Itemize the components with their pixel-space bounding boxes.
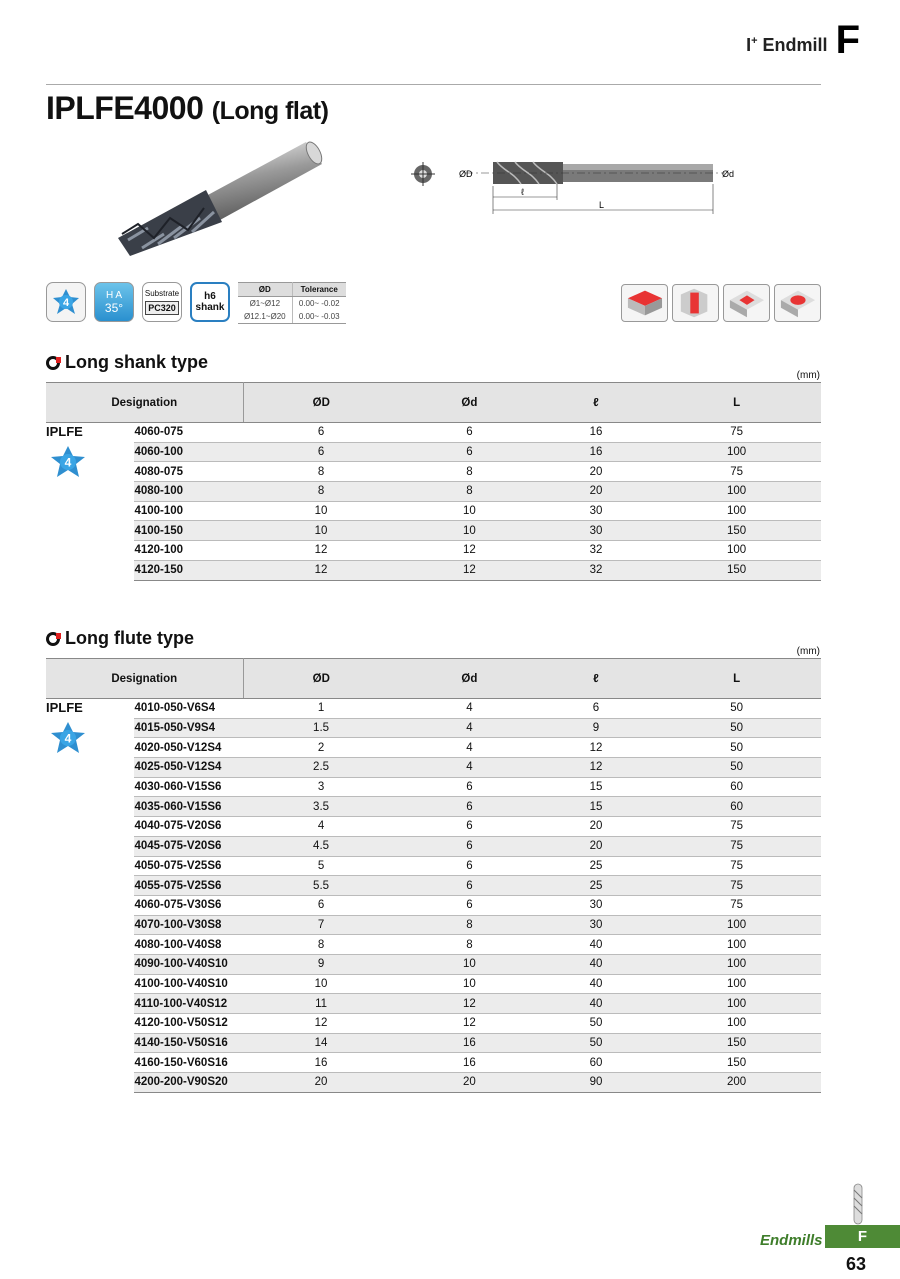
table-row xyxy=(46,797,821,817)
designation-cell: 4100-100 xyxy=(134,501,243,521)
designation-cell: 4060-100 xyxy=(134,442,243,462)
unit-label: (mm) xyxy=(796,646,820,657)
value-cell: 20 xyxy=(399,1073,540,1093)
value-cell: 75 xyxy=(652,423,821,443)
application-icons xyxy=(621,284,821,322)
value-cell: 10 xyxy=(399,974,540,994)
four-flute-icon xyxy=(48,445,88,479)
col-designation: Designation xyxy=(46,659,243,699)
value-cell: 50 xyxy=(652,738,821,758)
table-row xyxy=(46,954,821,974)
tolerance-row: Ø12.1~Ø20 0.00~ -0.03 xyxy=(238,310,346,324)
table-row xyxy=(46,718,821,738)
value-cell: 8 xyxy=(243,482,399,502)
value-cell: 8 xyxy=(399,462,540,482)
col-l: ℓ xyxy=(540,383,653,423)
slotting-icon xyxy=(672,284,719,322)
value-cell: 30 xyxy=(540,895,653,915)
designation-cell: 4080-075 xyxy=(134,462,243,482)
value-cell: 100 xyxy=(652,974,821,994)
value-cell: 1 xyxy=(243,699,399,719)
col-L: L xyxy=(652,383,821,423)
value-cell: 16 xyxy=(243,1053,399,1073)
value-cell: 16 xyxy=(540,423,653,443)
value-cell: 12 xyxy=(399,560,540,580)
designation-cell: 4030-060-V15S6 xyxy=(134,777,243,797)
header-subtitle: I+ Endmill xyxy=(746,35,828,55)
designation-cell: 4035-060-V15S6 xyxy=(134,797,243,817)
tolerance-header: Tolerance xyxy=(292,283,346,297)
value-cell: 75 xyxy=(652,895,821,915)
value-cell: 6 xyxy=(399,895,540,915)
table-row xyxy=(46,974,821,994)
value-cell: 6 xyxy=(243,423,399,443)
value-cell: 9 xyxy=(243,954,399,974)
value-cell: 40 xyxy=(540,935,653,955)
table-row xyxy=(46,423,821,443)
value-cell: 30 xyxy=(540,501,653,521)
value-cell: 8 xyxy=(243,935,399,955)
value-cell: 14 xyxy=(243,1033,399,1053)
designation-cell: 4200-200-V90S20 xyxy=(134,1073,243,1093)
designation-cell: 4160-150-V60S16 xyxy=(134,1053,243,1073)
value-cell: 30 xyxy=(540,915,653,935)
value-cell: 75 xyxy=(652,876,821,896)
table-row xyxy=(46,994,821,1014)
designation-cell: 4015-050-V9S4 xyxy=(134,718,243,738)
value-cell: 10 xyxy=(243,501,399,521)
value-cell: 6 xyxy=(399,856,540,876)
value-cell: 15 xyxy=(540,797,653,817)
value-cell: 50 xyxy=(652,699,821,719)
value-cell: 2.5 xyxy=(243,758,399,778)
property-icons xyxy=(46,282,346,324)
value-cell: 10 xyxy=(243,974,399,994)
value-cell: 5 xyxy=(243,856,399,876)
series-cell xyxy=(46,423,134,581)
value-cell: 8 xyxy=(399,482,540,502)
value-cell: 50 xyxy=(652,718,821,738)
value-cell: 40 xyxy=(540,954,653,974)
designation-cell: 4040-075-V20S6 xyxy=(134,817,243,837)
value-cell: 8 xyxy=(399,935,540,955)
value-cell: 150 xyxy=(652,1033,821,1053)
designation-cell: 4100-100-V40S10 xyxy=(134,974,243,994)
value-cell: 10 xyxy=(399,954,540,974)
value-cell: 6 xyxy=(243,442,399,462)
designation-cell: 4120-150 xyxy=(134,560,243,580)
designation-cell: 4110-100-V40S12 xyxy=(134,994,243,1014)
value-cell: 4 xyxy=(243,817,399,837)
table-row xyxy=(46,758,821,778)
value-cell: 50 xyxy=(652,758,821,778)
col-d: Ød xyxy=(399,659,540,699)
four-flute-icon xyxy=(46,282,86,322)
pocketing-icon xyxy=(723,284,770,322)
value-cell: 75 xyxy=(652,817,821,837)
dim-label-D: ØD xyxy=(459,169,473,179)
value-cell: 5.5 xyxy=(243,876,399,896)
designation-cell: 4100-150 xyxy=(134,521,243,541)
value-cell: 60 xyxy=(540,1053,653,1073)
endmill-thumbnail-icon xyxy=(850,1180,866,1226)
value-cell: 12 xyxy=(399,541,540,561)
value-cell: 20 xyxy=(243,1073,399,1093)
value-cell: 16 xyxy=(399,1053,540,1073)
table-row xyxy=(46,501,821,521)
designation-cell: 4120-100-V50S12 xyxy=(134,1014,243,1034)
dim-label-d: Ød xyxy=(722,169,735,179)
dim-label-L: L xyxy=(599,200,605,210)
value-cell: 90 xyxy=(540,1073,653,1093)
value-cell: 30 xyxy=(540,521,653,541)
value-cell: 6 xyxy=(399,777,540,797)
value-cell: 50 xyxy=(540,1033,653,1053)
designation-cell: 4025-050-V12S4 xyxy=(134,758,243,778)
value-cell: 6 xyxy=(399,876,540,896)
value-cell: 150 xyxy=(652,560,821,580)
value-cell: 100 xyxy=(652,442,821,462)
series-label: IPLFE xyxy=(46,424,83,439)
table-row xyxy=(46,915,821,935)
svg-text:4: 4 xyxy=(62,297,70,309)
table-row xyxy=(46,836,821,856)
designation-cell: 4060-075 xyxy=(134,423,243,443)
section-arrow-icon xyxy=(46,632,60,646)
value-cell: 25 xyxy=(540,856,653,876)
value-cell: 12 xyxy=(540,758,653,778)
value-cell: 25 xyxy=(540,876,653,896)
value-cell: 15 xyxy=(540,777,653,797)
table-row xyxy=(46,738,821,758)
value-cell: 12 xyxy=(243,541,399,561)
table-row xyxy=(46,876,821,896)
value-cell: 20 xyxy=(540,836,653,856)
value-cell: 6 xyxy=(399,817,540,837)
value-cell: 10 xyxy=(399,521,540,541)
value-cell: 7 xyxy=(243,915,399,935)
face-milling-icon xyxy=(621,284,668,322)
col-D: ØD xyxy=(243,659,399,699)
tolerance-table xyxy=(238,282,346,324)
col-l: ℓ xyxy=(540,659,653,699)
value-cell: 9 xyxy=(540,718,653,738)
value-cell: 12 xyxy=(243,560,399,580)
endmill-dimension-drawing xyxy=(405,150,755,220)
page-header xyxy=(746,20,860,60)
circular-pocket-icon xyxy=(774,284,821,322)
value-cell: 40 xyxy=(540,994,653,1014)
value-cell: 2 xyxy=(243,738,399,758)
header-divider xyxy=(46,84,821,85)
value-cell: 12 xyxy=(399,1014,540,1034)
value-cell: 8 xyxy=(243,462,399,482)
substrate-icon: Substrate PC320 xyxy=(142,282,182,322)
designation-cell: 4010-050-V6S4 xyxy=(134,699,243,719)
designation-cell: 4020-050-V12S4 xyxy=(134,738,243,758)
value-cell: 6 xyxy=(399,797,540,817)
series-label: IPLFE xyxy=(46,700,83,715)
value-cell: 4 xyxy=(399,699,540,719)
value-cell: 60 xyxy=(652,777,821,797)
footer-chapter-tab: F xyxy=(825,1225,900,1248)
designation-cell: 4080-100 xyxy=(134,482,243,502)
tolerance-header: ØD xyxy=(238,283,292,297)
table-row xyxy=(46,442,821,462)
value-cell: 100 xyxy=(652,915,821,935)
value-cell: 10 xyxy=(399,501,540,521)
section-arrow-icon xyxy=(46,356,60,370)
value-cell: 75 xyxy=(652,836,821,856)
designation-cell: 4140-150-V50S16 xyxy=(134,1033,243,1053)
table-row xyxy=(46,1053,821,1073)
designation-cell: 4120-100 xyxy=(134,541,243,561)
value-cell: 20 xyxy=(540,482,653,502)
long-shank-table xyxy=(46,382,821,581)
table-row xyxy=(46,699,821,719)
value-cell: 12 xyxy=(399,994,540,1014)
table-row xyxy=(46,856,821,876)
value-cell: 6 xyxy=(243,895,399,915)
designation-cell: 4055-075-V25S6 xyxy=(134,876,243,896)
tolerance-row: Ø1~Ø12 0.00~ -0.02 xyxy=(238,297,346,311)
col-d: Ød xyxy=(399,383,540,423)
value-cell: 3.5 xyxy=(243,797,399,817)
value-cell: 4 xyxy=(399,758,540,778)
value-cell: 150 xyxy=(652,1053,821,1073)
footer-category: Endmills xyxy=(760,1232,823,1249)
table-row xyxy=(46,1014,821,1034)
value-cell: 12 xyxy=(540,738,653,758)
svg-text:4: 4 xyxy=(64,731,72,746)
header-chapter-letter: F xyxy=(835,18,860,62)
value-cell: 100 xyxy=(652,935,821,955)
col-D: ØD xyxy=(243,383,399,423)
four-flute-icon xyxy=(48,721,88,755)
value-cell: 150 xyxy=(652,521,821,541)
table-row xyxy=(46,521,821,541)
table-row xyxy=(46,482,821,502)
designation-cell: 4050-075-V25S6 xyxy=(134,856,243,876)
value-cell: 100 xyxy=(652,482,821,502)
designation-cell: 4080-100-V40S8 xyxy=(134,935,243,955)
value-cell: 16 xyxy=(540,442,653,462)
value-cell: 6 xyxy=(399,423,540,443)
value-cell: 40 xyxy=(540,974,653,994)
designation-cell: 4090-100-V40S10 xyxy=(134,954,243,974)
value-cell: 100 xyxy=(652,501,821,521)
end-view-icon xyxy=(411,162,435,186)
value-cell: 4.5 xyxy=(243,836,399,856)
value-cell: 20 xyxy=(540,817,653,837)
designation-cell: 4070-100-V30S8 xyxy=(134,915,243,935)
endmill-photo xyxy=(108,138,332,258)
value-cell: 1.5 xyxy=(243,718,399,738)
value-cell: 50 xyxy=(540,1014,653,1034)
section-title-long-shank: Long shank type xyxy=(46,352,208,373)
series-cell xyxy=(46,699,134,1093)
value-cell: 6 xyxy=(540,699,653,719)
value-cell: 20 xyxy=(540,462,653,482)
long-flute-table xyxy=(46,658,821,1093)
value-cell: 100 xyxy=(652,1014,821,1034)
table-row xyxy=(46,1033,821,1053)
value-cell: 6 xyxy=(399,442,540,462)
value-cell: 3 xyxy=(243,777,399,797)
value-cell: 32 xyxy=(540,560,653,580)
value-cell: 10 xyxy=(243,521,399,541)
page-title: IPLFE4000 (Long flat) xyxy=(46,90,329,126)
unit-label: (mm) xyxy=(796,370,820,381)
table-row xyxy=(46,777,821,797)
value-cell: 75 xyxy=(652,462,821,482)
value-cell: 100 xyxy=(652,541,821,561)
table-row xyxy=(46,560,821,580)
value-cell: 6 xyxy=(399,836,540,856)
value-cell: 32 xyxy=(540,541,653,561)
value-cell: 16 xyxy=(399,1033,540,1053)
value-cell: 4 xyxy=(399,718,540,738)
page-number: 63 xyxy=(846,1254,867,1274)
shank-tolerance-icon: h6 shank xyxy=(190,282,230,322)
helix-angle-icon: H A 35° xyxy=(94,282,134,322)
value-cell: 100 xyxy=(652,954,821,974)
value-cell: 200 xyxy=(652,1073,821,1093)
dim-label-l: ℓ xyxy=(521,187,524,197)
col-designation: Designation xyxy=(46,383,243,423)
designation-cell: 4060-075-V30S6 xyxy=(134,895,243,915)
section-title-long-flute: Long flute type xyxy=(46,628,194,649)
col-L: L xyxy=(652,659,821,699)
designation-cell: 4045-075-V20S6 xyxy=(134,836,243,856)
value-cell: 12 xyxy=(243,1014,399,1034)
table-row xyxy=(46,462,821,482)
svg-text:4: 4 xyxy=(64,455,72,470)
value-cell: 100 xyxy=(652,994,821,1014)
table-row xyxy=(46,895,821,915)
value-cell: 8 xyxy=(399,915,540,935)
value-cell: 60 xyxy=(652,797,821,817)
value-cell: 11 xyxy=(243,994,399,1014)
table-row xyxy=(46,1073,821,1093)
table-row xyxy=(46,541,821,561)
value-cell: 4 xyxy=(399,738,540,758)
value-cell: 75 xyxy=(652,856,821,876)
table-row xyxy=(46,817,821,837)
table-row xyxy=(46,935,821,955)
